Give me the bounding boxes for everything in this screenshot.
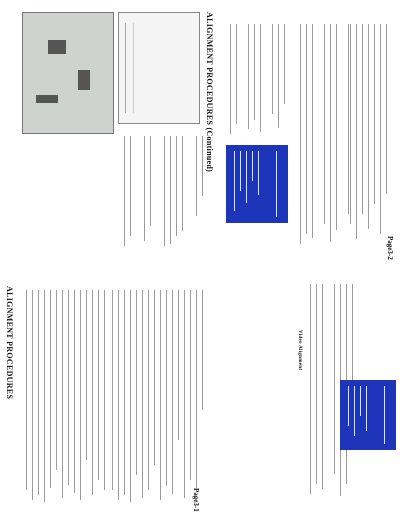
main-menu-screenshot bbox=[340, 380, 396, 450]
board-chip bbox=[48, 40, 66, 54]
page2-text-column-right bbox=[346, 20, 396, 250]
page1-text-column-left bbox=[22, 268, 107, 508]
software-window-screenshot bbox=[118, 12, 200, 124]
page2-text-column-left bbox=[226, 20, 306, 140]
board-chip bbox=[36, 95, 58, 103]
page1-number: Page3-1 bbox=[192, 488, 200, 512]
page1-heading: ALIGNMENT PROCEDURES bbox=[5, 286, 14, 400]
video-menu-screenshot bbox=[226, 145, 288, 223]
board-chip bbox=[78, 70, 90, 90]
page2-subheading-video: Video Alignment bbox=[297, 330, 302, 371]
circuit-board-photo bbox=[22, 12, 114, 134]
page1-text-column-middle bbox=[108, 268, 208, 508]
page1-text-lower-middle bbox=[120, 132, 210, 252]
page2-number: Page3-2 bbox=[386, 236, 394, 260]
page2-heading: ALIGNMENT PROCEDURES (Continued) bbox=[205, 12, 214, 173]
